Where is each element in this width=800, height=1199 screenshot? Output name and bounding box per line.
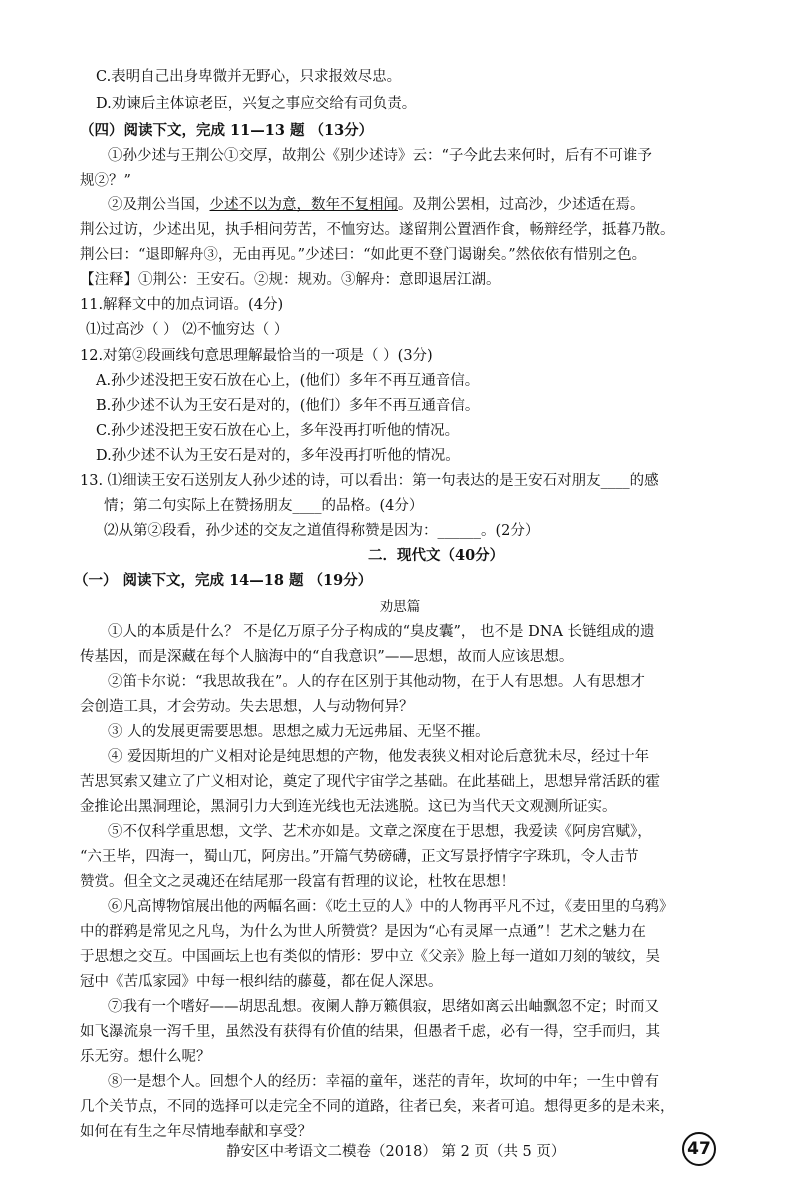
essay-p6-line4: 冠中《苦瓜家园》中每一根纠结的藤蔓，都在促人深思。 bbox=[80, 974, 443, 990]
section4-notes: 【注释】①荆公：王安石。②规：规劝。③解舟：意即退居江湖。 bbox=[80, 272, 501, 288]
q11-stem: 11.解释文中的加点词语。(4分) bbox=[80, 297, 284, 313]
essay-p2-line1: ②笛卡尔说：“我思故我在”。人的存在区别于其他动物，在于人有思想。人有思想才 bbox=[108, 674, 645, 690]
essay-p6-line1: ⑥凡高博物馆展出他的两幅名画：《吃土豆的人》中的人物再平凡不过，《麦田里的乌鸦》 bbox=[108, 899, 674, 915]
q12-option-b: B.孙少述不认为王安石是对的，(他们）多年不再互通音信。 bbox=[96, 398, 480, 414]
essay-p1-line1: ①人的本质是什么？ 不是亿万原子分子构成的“臭皮囊”， 也不是 DNA 长链组成的遗 bbox=[108, 624, 655, 640]
section4-p2-line3: 荆公曰：“退即解舟③，无由再见。”少述曰：“如此更不登门谒谢矣。”然依依有惜别之色。 bbox=[80, 247, 647, 263]
section4-p1-line1: ①孙少述与王荆公①交厚，故荆公《别少述诗》云：“子今此去来何时，后有不可谁予 bbox=[108, 148, 652, 164]
q12-option-d: D.孙少述不认为王安石是对的，多年没再打听他的情况。 bbox=[96, 448, 460, 464]
q11-items: ⑴过高沙（ ） ⑵不恤穷达（ ） bbox=[86, 322, 289, 338]
part2-sub-heading: （一） 阅读下文，完成 14—18 题 （19分） bbox=[74, 572, 373, 589]
page-footer: 静安区中考语文二模卷（2018） 第 2 页（共 5 页） bbox=[226, 1144, 566, 1160]
essay-p7-line3: 乐无穷。想什么呢？ bbox=[80, 1049, 211, 1065]
essay-p8-line2: 几个关节点，不同的选择可以走完全不同的道路，往者已矣，来者可追。想得更多的是未来， bbox=[80, 1099, 675, 1115]
essay-p8-line3: 如何在有生之年尽情地奉献和享受？ bbox=[80, 1124, 312, 1140]
q12-option-a: A.孙少述没把王安石放在心上，(他们）多年不再互通音信。 bbox=[96, 373, 480, 389]
part2-heading: 二．现代文（40分） bbox=[368, 547, 505, 564]
section4-p2-line1 bbox=[108, 194, 645, 216]
q12-stem: 12.对第②段画线句意思理解最恰当的一项是（ ）(3分) bbox=[80, 348, 433, 364]
section4-p2-text-a: ②及荆公当国， bbox=[108, 197, 210, 213]
q13-line1: 13. ⑴细读王安石送别友人孙少述的诗，可以看出：第一句表达的是王安石对朋友____的感 bbox=[80, 473, 659, 489]
essay-p7-line1: ⑦我有一个嗜好——胡思乱想。夜阑人静万籁俱寂，思绪如离云出岫飘忽不定；时而又 bbox=[108, 999, 659, 1015]
essay-p3: ③ 人的发展更需要思想。思想之威力无远弗届、无坚不摧。 bbox=[108, 724, 490, 740]
essay-p8-line1: ⑧一是想个人。回想个人的经历：幸福的童年，迷茫的青年，坎坷的中年；一生中曾有 bbox=[108, 1074, 659, 1090]
underlined-sentence: 少述不以为意，数年不复相闻 bbox=[209, 197, 398, 213]
essay-p7-line2: 如飞瀑流泉一泻千里，虽然没有获得有价值的结果，但愚者千虑，必有一得，空手而归，其 bbox=[80, 1024, 660, 1040]
essay-p5-line2: “六王毕，四海一，蜀山兀，阿房出。”开篇气势磅礴，正文写景抒情字字珠玑，令人击节 bbox=[80, 849, 639, 865]
option-d: D.劝谏后主体谅老臣，兴复之事应交给有司负责。 bbox=[96, 96, 417, 112]
q12-option-c: C.孙少述没把王安石放在心上，多年没再打听他的情况。 bbox=[96, 423, 460, 439]
option-c: C.表明自己出身卑微并无野心，只求报效尽忠。 bbox=[96, 69, 402, 85]
essay-p6-line2: 中的群鸦是常见之凡鸟，为什么为世人所赞赏？是因为“心有灵犀一点通”！艺术之魅力在 bbox=[80, 924, 646, 940]
page-number-badge: 47 bbox=[682, 1132, 716, 1166]
q13-line3: ⑵从第②段看，孙少述的交友之道值得称赞是因为：______。(2分） bbox=[104, 523, 540, 539]
section4-p1-line2: 规②？” bbox=[80, 173, 131, 189]
essay-title: 劝思篇 bbox=[379, 599, 421, 615]
essay-p5-line3: 赞赏。但全文之灵魂还在结尾那一段富有哲理的议论，杜牧在思想！ bbox=[80, 874, 515, 890]
essay-p4-line2: 苦思冥索又建立了广义相对论，奠定了现代宇宙学之基础。在此基础上，思想异常活跃的霍 bbox=[80, 774, 660, 790]
section4-p2-line2: 荆公过访，少述出见，执手相问劳苦，不恤穷达。遂留荆公置酒作食，畅辩经学，抵暮乃散。 bbox=[80, 222, 675, 238]
essay-p1-line2: 传基因，而是深藏在每个人脑海中的“自我意识”——思想，故而人应该思想。 bbox=[80, 649, 574, 665]
essay-p5-line1: ⑤不仅科学重思想，文学、艺术亦如是。文章之深度在于思想，我爱读《阿房宫赋》， bbox=[108, 824, 652, 840]
essay-p2-line2: 会创造工具，才会劳动。失去思想，人与动物何异？ bbox=[80, 699, 414, 715]
essay-p4-line3: 金推论出黑洞理论，黑洞引力大到连光线也无法逃脱。这已为当代天文观测所证实。 bbox=[80, 799, 617, 815]
q13-line2: 情；第二句实际上在赞扬朋友____的品格。(4分） bbox=[104, 498, 424, 514]
essay-p6-line3: 于思想之交互。中国画坛上也有类似的情形：罗中立《父亲》脸上每一道如刀刻的皱纹，吴 bbox=[80, 949, 660, 965]
section4-p2-text-b: 。及荆公罢相，过高沙，少述适在焉。 bbox=[398, 197, 645, 213]
essay-p4-line1: ④ 爱因斯坦的广义相对论是纯思想的产物，他发表狭义相对论后意犹未尽，经过十年 bbox=[108, 749, 650, 765]
section4-heading: （四）阅读下文，完成 11—13 题 （13分） bbox=[80, 122, 374, 139]
